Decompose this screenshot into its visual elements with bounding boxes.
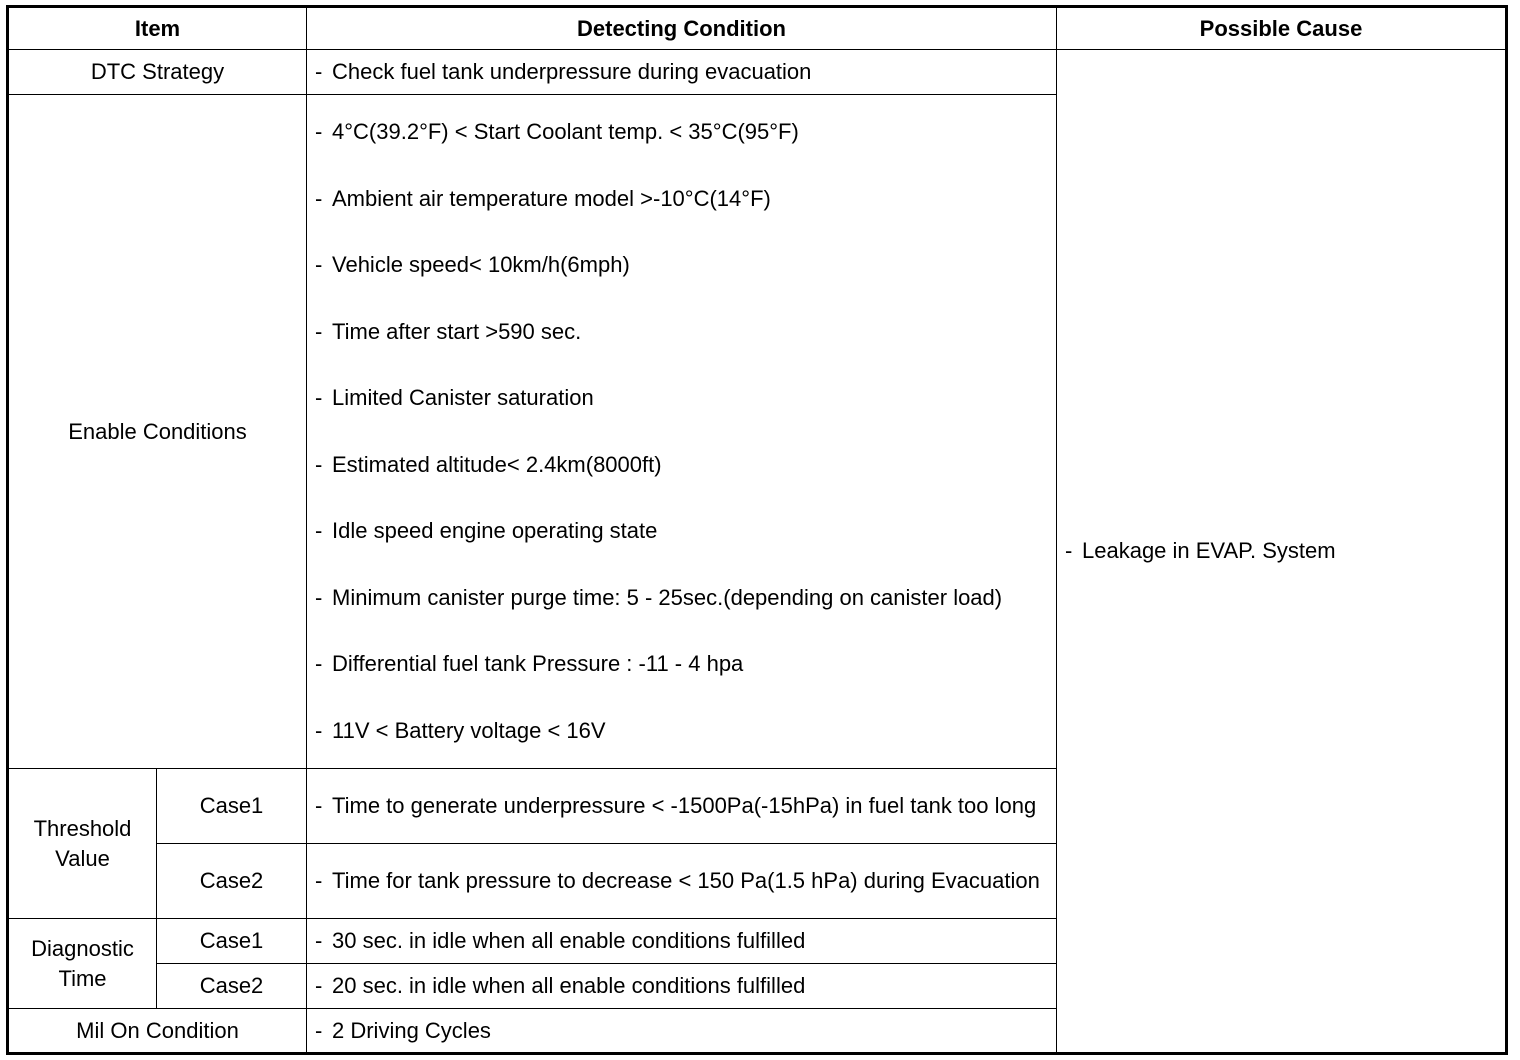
- dtc-spec-table: [6, 5, 1508, 1055]
- mil-on-condition-value: - 2 Driving Cycles: [307, 1009, 1057, 1054]
- header-row: [8, 7, 1507, 50]
- diagnostic-case2-condition: - 20 sec. in idle when all enable conditions fulfilled: [307, 964, 1057, 1009]
- bullet-dash: -: [1065, 538, 1073, 563]
- possible-cause-text: Leakage in EVAP. System: [1082, 538, 1336, 563]
- diagnostic-case2-text: 20 sec. in idle when all enable conditions fulfilled: [332, 973, 806, 998]
- diagnostic-case1-condition: - 30 sec. in idle when all enable conditions fulfilled: [307, 919, 1057, 964]
- enable-condition-item: - Time after start >590 sec.: [315, 318, 582, 344]
- enable-condition-item: - Ambient air temperature model >-10°C(14°F): [315, 185, 771, 211]
- dtc-strategy-label: DTC Strategy: [8, 50, 307, 95]
- mil-on-condition-label: Mil On Condition: [8, 1009, 307, 1054]
- enable-conditions-label: Enable Conditions: [8, 95, 307, 769]
- header-item: Item: [8, 7, 307, 50]
- threshold-case1-label: Case1: [157, 769, 307, 844]
- enable-condition-item: - Vehicle speed< 10km/h(6mph): [315, 252, 630, 278]
- enable-condition-item: - Estimated altitude< 2.4km(8000ft): [315, 451, 662, 477]
- diagnostic-case1-label: Case1: [157, 919, 307, 964]
- threshold-case2-label: Case2: [157, 844, 307, 919]
- diagnostic-case2-label: Case2: [157, 964, 307, 1009]
- possible-cause-cell: [1057, 50, 1507, 1054]
- threshold-case2-text: Time for tank pressure to decrease < 150 Pa(1.5 hPa) during Evacuation: [332, 868, 1040, 893]
- diagnostic-case1-text: 30 sec. in idle when all enable conditions fulfilled: [332, 928, 806, 953]
- mil-on-condition-text: 2 Driving Cycles: [332, 1017, 491, 1043]
- header-detecting-condition: Detecting Condition: [307, 7, 1057, 50]
- enable-condition-item: - Differential fuel tank Pressure : -11 - 4 hpa: [315, 651, 744, 677]
- enable-condition-item: - 11V < Battery voltage < 16V: [315, 717, 606, 743]
- enable-condition-item: - 4°C(39.2°F) < Start Coolant temp. < 35°C(95°F): [315, 119, 799, 145]
- enable-condition-item: - Limited Canister saturation: [315, 385, 594, 411]
- enable-conditions-list: [307, 95, 1057, 769]
- dtc-strategy-condition: [307, 50, 1057, 95]
- threshold-case1-condition: - Time to generate underpressure < -1500Pa(-15hPa) in fuel tank too long: [307, 769, 1057, 844]
- threshold-case1-text: Time to generate underpressure < -1500Pa(-15hPa) in fuel tank too long: [332, 793, 1037, 818]
- row-dtc-strategy: [8, 50, 1507, 95]
- spec-table-container: [6, 5, 1508, 1055]
- threshold-case2-condition: - Time for tank pressure to decrease < 150 Pa(1.5 hPa) during Evacuation: [307, 844, 1057, 919]
- enable-condition-item: - Minimum canister purge time: 5 - 25sec.(depending on canister load): [315, 584, 1003, 610]
- header-possible-cause: Possible Cause: [1057, 7, 1507, 50]
- threshold-value-label: Threshold Value: [8, 769, 157, 919]
- dtc-strategy-text: Check fuel tank underpressure during evacuation: [332, 59, 812, 84]
- enable-condition-item: - Idle speed engine operating state: [315, 518, 658, 544]
- diagnostic-time-label: Diagnostic Time: [8, 919, 157, 1009]
- bullet-dash: -: [315, 59, 323, 84]
